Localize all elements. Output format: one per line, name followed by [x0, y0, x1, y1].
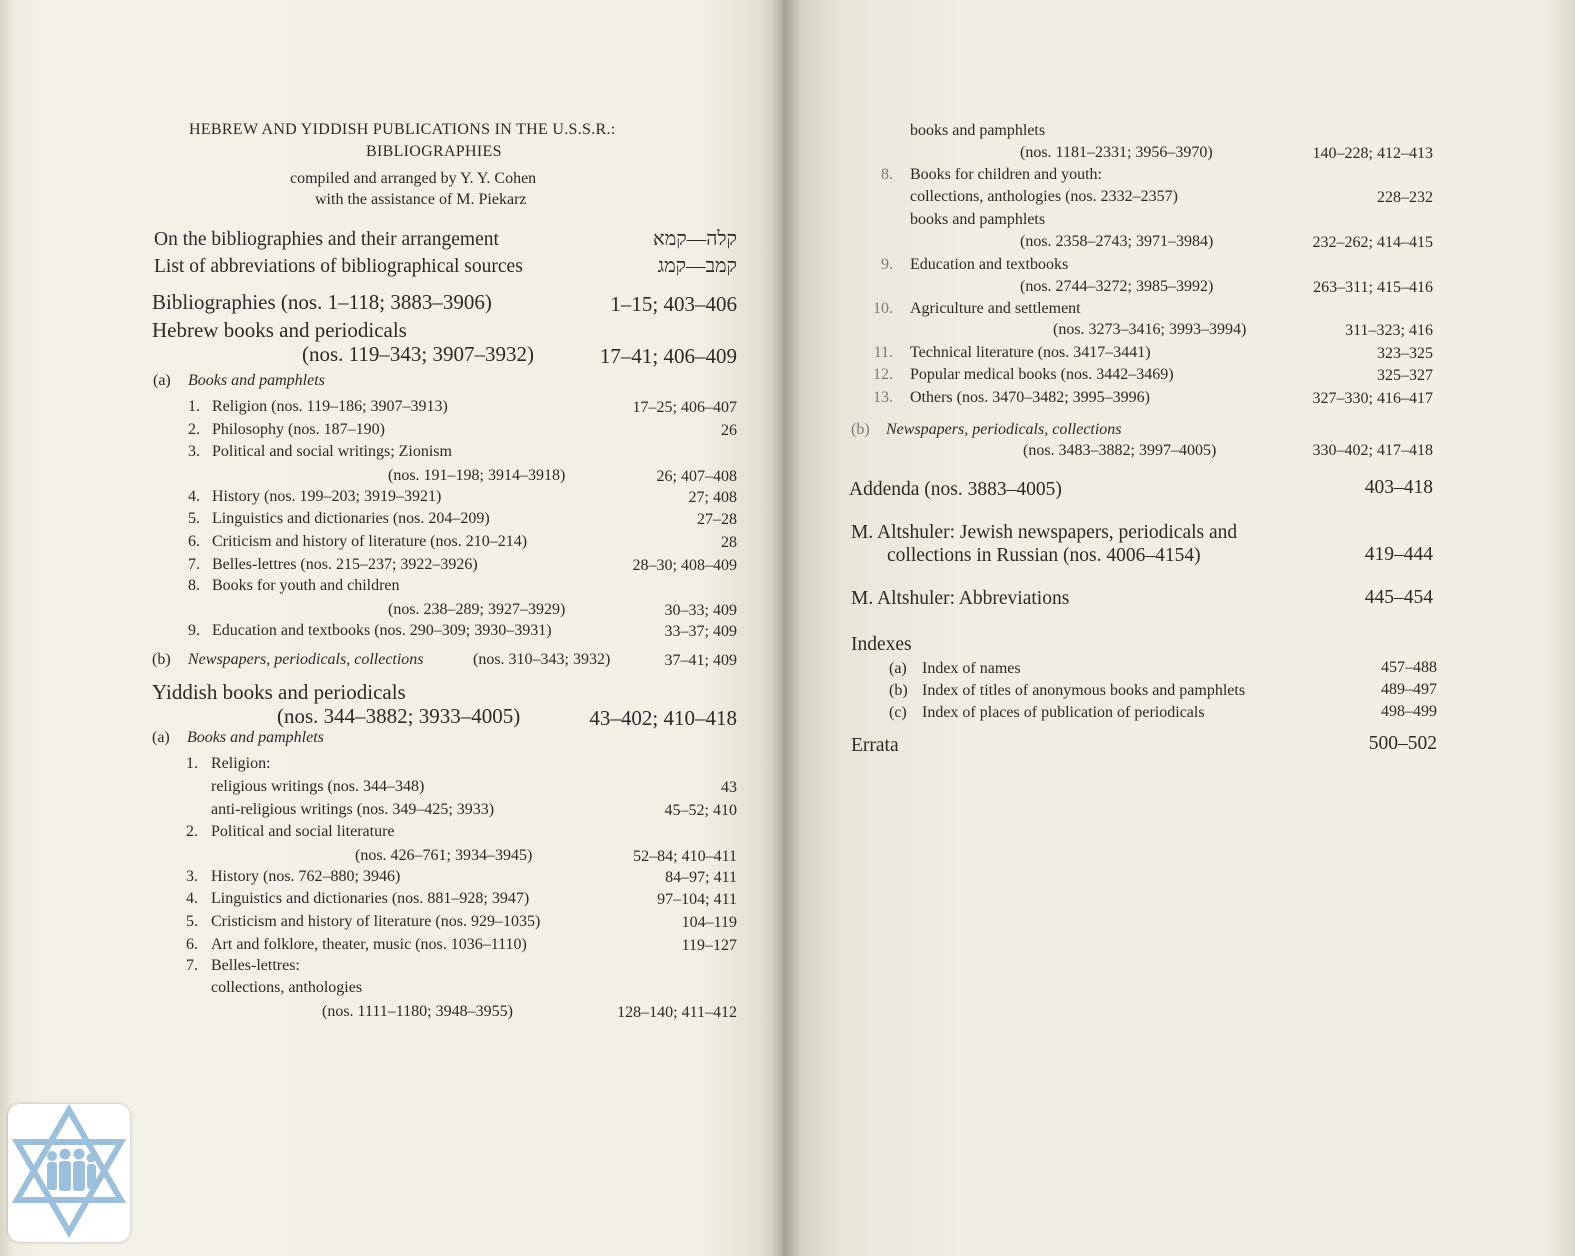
yiddish-item-text: (nos. 426–761; 3934–3945) [355, 847, 533, 864]
toc-abbreviations: List of abbreviations of bibliographical sources [154, 256, 523, 277]
hebrew-item-pages: 27–28 [697, 511, 737, 528]
altshuler-newspapers-line2: collections in Russian (nos. 4006–4154) [887, 545, 1201, 566]
right-item-text: Popular medical books (nos. 3442–3469) [910, 366, 1174, 383]
hebrew-item-pages: 26; 407–408 [656, 468, 737, 485]
toc-arrangement-pages: קלה—קמא [653, 229, 737, 250]
assistance-credit: with the assistance of M. Piekarz [315, 191, 527, 208]
right-item-text: (nos. 3273–3416; 3993–3994) [1053, 321, 1247, 338]
right-item-text: (nos. 2358–2743; 3971–3984) [1020, 233, 1214, 250]
toc-hebrew-nos: (nos. 119–343; 3907–3932) [302, 342, 534, 366]
left-page [0, 0, 783, 1256]
hebrew-item-pages: 28 [721, 534, 737, 551]
hebrew-item-text: Criticism and history of literature (nos. 210–214) [212, 533, 528, 550]
toc-bibliographies-pages: 1–15; 403–406 [610, 292, 737, 316]
errata: Errata [851, 735, 899, 756]
yiddish-item-pages: 97–104; 411 [657, 891, 737, 908]
right-item-num: 13. [873, 389, 893, 406]
hebrew-item-num: 3. [188, 443, 200, 460]
right-item-pages: 311–323; 416 [1345, 322, 1433, 339]
hebrew-item-text: Philosophy (nos. 187–190) [212, 421, 385, 438]
addenda-pages: 403–418 [1364, 477, 1433, 498]
yiddish-item-pages: 119–127 [681, 937, 737, 954]
news-b-pages: 330–402; 417–418 [1312, 442, 1433, 459]
hebrew-item-num: 2. [188, 421, 200, 438]
hebrew-item-text: Books for youth and children [212, 577, 400, 594]
yiddish-item-text: Political and social literature [211, 823, 395, 840]
toc-hebrew-pages: 17–41; 406–409 [599, 344, 737, 368]
hebrew-item-text: History (nos. 199–203; 3919–3921) [212, 488, 442, 505]
hebrew-item-pages: 30–33; 409 [664, 602, 737, 619]
gutter-shadow [770, 0, 800, 1256]
right-item-text: (nos. 1181–2331; 3956–3970) [1020, 144, 1213, 161]
right-item-num: 8. [881, 166, 893, 183]
right-item-num: 11. [873, 344, 893, 361]
hebrew-item-num: 9. [188, 622, 200, 639]
toc-yiddish-nos: (nos. 344–3882; 3933–4005) [277, 704, 521, 728]
hebrew-item-text: Religion (nos. 119–186; 3907–3913) [212, 398, 448, 415]
altshuler-abbreviations-pages: 445–454 [1364, 587, 1433, 608]
toc-bibliographies: Bibliographies (nos. 1–118; 3883–3906) [152, 290, 492, 314]
right-item-text: collections, anthologies (nos. 2332–2357) [910, 188, 1178, 205]
hebrew-item-text: Linguistics and dictionaries (nos. 204–209) [212, 510, 490, 527]
index-item-text: Index of names [922, 660, 1021, 677]
yiddish-item-num: 6. [186, 936, 198, 953]
hebrew-item-pages: 17–25; 406–407 [632, 399, 737, 416]
yiddish-item-pages: 84–97; 411 [665, 869, 737, 886]
hebrew-item-pages: 33–37; 409 [664, 623, 737, 640]
yiddish-item-text: (nos. 1111–1180; 3948–3955) [322, 1003, 513, 1020]
news-b-label: (b) [851, 421, 870, 438]
right-item-text: Books for children and youth: [910, 166, 1102, 183]
yiddish-item-pages: 52–84; 410–411 [633, 848, 737, 865]
toc-yiddish: Yiddish books and periodicals [152, 680, 406, 704]
yiddish-item-text: Belles-lettres: [211, 957, 300, 974]
yiddish-item-text: History (nos. 762–880; 3946) [211, 868, 401, 885]
right-item-pages: 323–325 [1377, 345, 1433, 362]
right-item-pages: 140–228; 412–413 [1312, 145, 1433, 162]
heb-section-a-label: (a) [153, 372, 171, 389]
hebrew-item-num: 8. [188, 577, 200, 594]
right-item-text: books and pamphlets [910, 122, 1046, 139]
right-item-text: Education and textbooks [910, 256, 1069, 273]
yiddish-item-num: 5. [186, 913, 198, 930]
compiled-by: compiled and arranged by Y. Y. Cohen [290, 170, 537, 187]
yiddish-item-text: collections, anthologies [211, 979, 363, 996]
yiddish-item-pages: 43 [721, 779, 737, 796]
yiddish-item-text: anti-religious writings (nos. 349–425; 3933) [211, 801, 495, 818]
right-item-pages: 228–232 [1377, 189, 1433, 206]
news-b-nos: (nos. 3483–3882; 3997–4005) [1023, 442, 1217, 459]
index-item-label: (c) [889, 704, 907, 721]
addenda: Addenda (nos. 3883–4005) [849, 479, 1062, 500]
hebrew-item-text: Political and social writings; Zionism [212, 443, 452, 460]
hebrew-item-num: 4. [188, 488, 200, 505]
right-item-text: Others (nos. 3470–3482; 3995–3996) [910, 389, 1150, 406]
toc-abbreviations-pages: קמב—קמג [657, 256, 737, 277]
star-of-david-family-icon [8, 1104, 130, 1242]
index-item-label: (b) [889, 682, 908, 699]
right-page [783, 0, 1575, 1256]
yiddish-item-num: 3. [186, 868, 198, 885]
right-item-text: (nos. 2744–3272; 3985–3992) [1020, 278, 1214, 295]
right-item-num: 9. [881, 256, 893, 273]
heb-section-b-pages: 37–41; 409 [664, 652, 737, 669]
hebrew-item-text: (nos. 238–289; 3927–3929) [388, 601, 566, 618]
right-item-pages: 263–311; 415–416 [1313, 279, 1433, 296]
hebrew-item-text: Belles-lettres (nos. 215–237; 3922–3926) [212, 556, 478, 573]
news-b-title: Newspapers, periodicals, collections [886, 421, 1122, 438]
errata-pages: 500–502 [1368, 733, 1437, 754]
index-item-label: (a) [889, 660, 907, 677]
yiddish-item-num: 7. [186, 957, 198, 974]
right-item-text: books and pamphlets [910, 211, 1046, 228]
yiddish-item-text: Religion: [211, 755, 271, 772]
yiddish-item-text: Linguistics and dictionaries (nos. 881–928; 3947) [211, 890, 530, 907]
toc-hebrew: Hebrew books and periodicals [152, 318, 407, 342]
yid-section-a-label: (a) [152, 729, 170, 746]
title-line-1: HEBREW AND YIDDISH PUBLICATIONS IN THE U.S.S.R.: [189, 121, 616, 138]
yiddish-item-text: Cristicism and history of literature (nos. 929–1035) [211, 913, 541, 930]
yiddish-item-pages: 128–140; 411–412 [617, 1004, 737, 1021]
yiddish-item-num: 1. [186, 755, 198, 772]
yiddish-item-pages: 104–119 [681, 914, 737, 931]
hebrew-item-pages: 28–30; 408–409 [632, 557, 737, 574]
hebrew-item-num: 7. [188, 556, 200, 573]
indexes-heading: Indexes [851, 634, 912, 655]
altshuler-newspapers-pages: 419–444 [1364, 544, 1433, 565]
altshuler-newspapers-line1: M. Altshuler: Jewish newspapers, periodicals and [851, 522, 1238, 543]
right-item-pages: 325–327 [1377, 367, 1433, 384]
toc-arrangement: On the bibliographies and their arrangement [154, 229, 499, 250]
index-item-text: Index of titles of anonymous books and pamphlets [922, 682, 1246, 699]
right-item-pages: 327–330; 416–417 [1312, 390, 1433, 407]
index-item-pages: 489–497 [1381, 681, 1437, 698]
index-item-pages: 457–488 [1381, 659, 1437, 676]
right-item-text: Agriculture and settlement [910, 300, 1081, 317]
index-item-text: Index of places of publication of periodicals [922, 704, 1205, 721]
heb-section-b-title: Newspapers, periodicals, collections [188, 651, 424, 668]
right-item-num: 10. [873, 300, 893, 317]
right-item-text: Technical literature (nos. 3417–3441) [910, 344, 1151, 361]
hebrew-item-text: (nos. 191–198; 3914–3918) [388, 467, 566, 484]
index-item-pages: 498–499 [1381, 703, 1437, 720]
yiddish-item-pages: 45–52; 410 [664, 802, 737, 819]
yiddish-item-text: Art and folklore, theater, music (nos. 1036–1110) [211, 936, 527, 953]
hebrew-item-text: Education and textbooks (nos. 290–309; 3930–3931) [212, 622, 552, 639]
heb-section-b-nos: (nos. 310–343; 3932) [473, 651, 611, 668]
yiddish-item-text: religious writings (nos. 344–348) [211, 778, 425, 795]
hebrew-item-num: 5. [188, 510, 200, 527]
hebrew-item-pages: 27; 408 [688, 489, 737, 506]
heb-section-a-title: Books and pamphlets [188, 372, 325, 389]
right-item-num: 12. [873, 366, 893, 383]
yid-section-a-title: Books and pamphlets [187, 729, 324, 746]
heb-section-b-label: (b) [152, 651, 171, 668]
yiddish-item-num: 2. [186, 823, 198, 840]
right-item-pages: 232–262; 414–415 [1312, 234, 1433, 251]
hebrew-item-num: 6. [188, 533, 200, 550]
hebrew-item-pages: 26 [721, 422, 737, 439]
title-line-2: BIBLIOGRAPHIES [366, 143, 502, 160]
altshuler-abbreviations: M. Altshuler: Abbreviations [851, 588, 1070, 609]
yiddish-item-num: 4. [186, 890, 198, 907]
toc-yiddish-pages: 43–402; 410–418 [589, 706, 737, 730]
hebrew-item-num: 1. [188, 398, 200, 415]
